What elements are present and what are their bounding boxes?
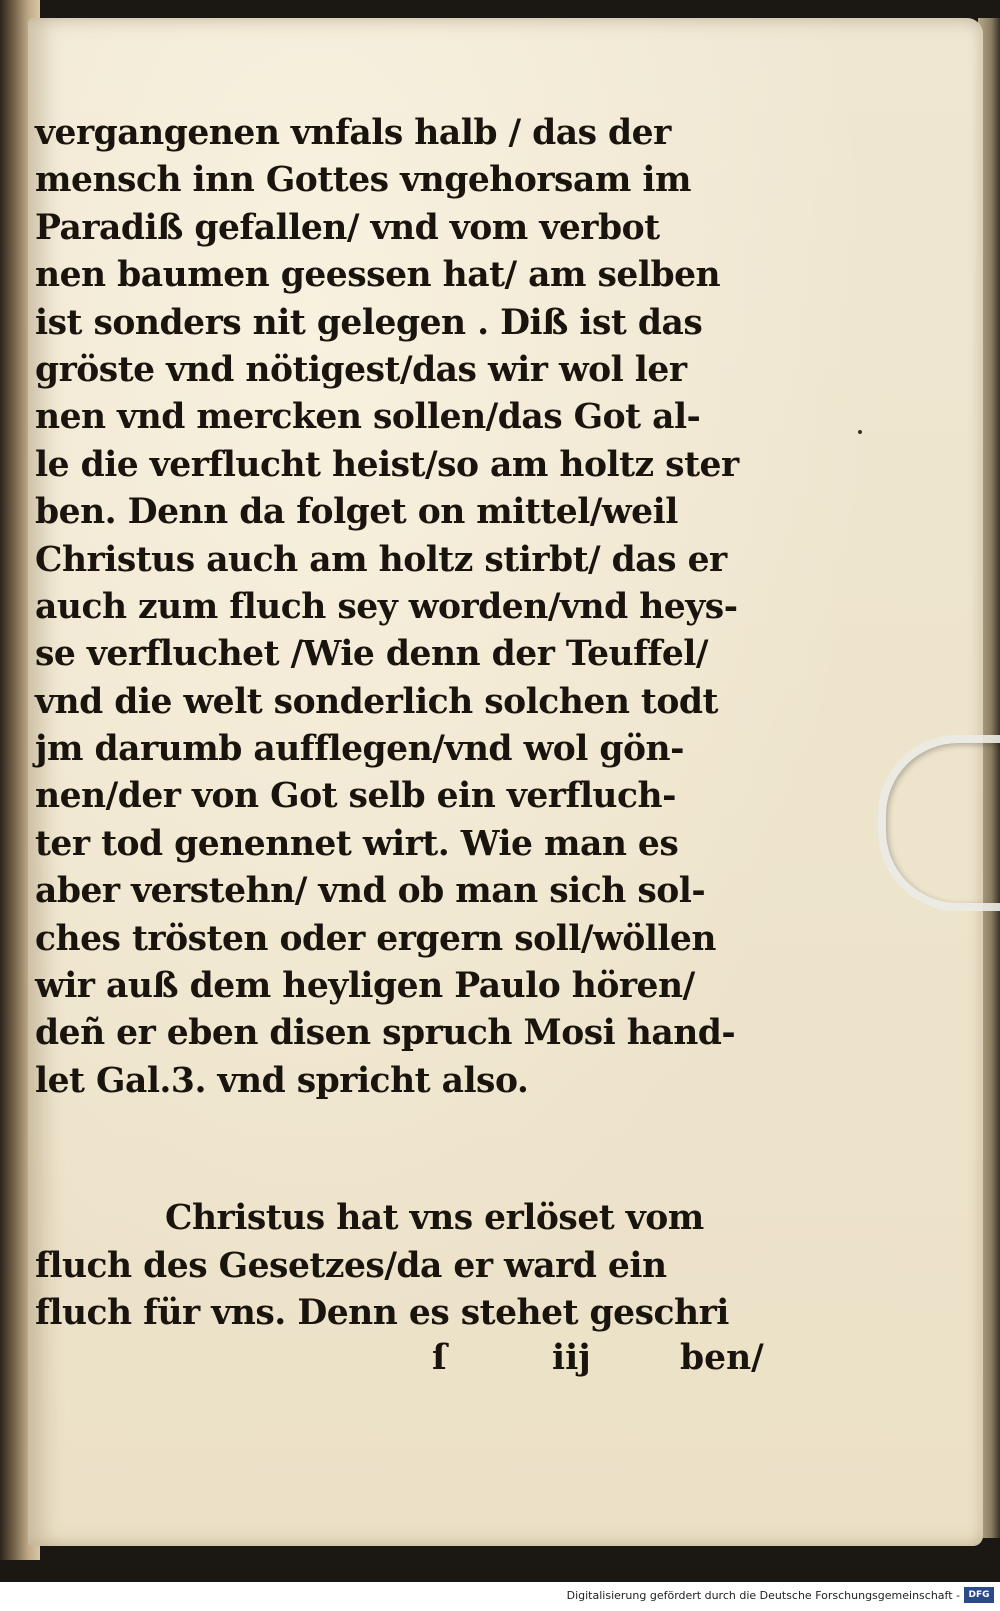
paragraph-gap (35, 1105, 775, 1195)
text-line: fluch des Gesetzes/da er ward ein (35, 1245, 667, 1286)
text-line: se verfluchet /Wie denn der Teuffel/ (35, 634, 708, 675)
text-line: nen/der von Got selb ein verfluch- (35, 776, 676, 817)
text-line: Christus hat vns erlöset vom (165, 1198, 704, 1239)
text-line: aber verstehn/ vnd ob man sich sol- (35, 871, 706, 912)
paragraph-1 (35, 110, 775, 1105)
catchword: ben/ (680, 1338, 764, 1378)
text-line: ches trösten oder ergern soll/wöllen (35, 918, 716, 959)
text-line: jm darumb aufflegen/vnd wol gön- (35, 729, 684, 770)
signature-number: iij (552, 1338, 591, 1378)
text-line: auch zum fluch sey worden/vnd heys- (35, 586, 738, 627)
text-line: vnd die welt sonderlich solchen todt (35, 681, 718, 722)
footer-bar (0, 1582, 1000, 1611)
dfg-logo: DFG (964, 1587, 994, 1603)
text-line: wir auß dem heyligen Paulo hören/ (35, 966, 695, 1007)
text-line: ter tod genennet wirt. Wie man es (35, 823, 679, 864)
text-line: vergangenen vnfals halb / das der (35, 113, 671, 153)
paragraph-2 (35, 1195, 775, 1337)
text-line: Paradiß gefallen/ vnd vom verbot (35, 207, 660, 248)
signature-mark: ſ (432, 1338, 447, 1378)
page-text (35, 110, 775, 1337)
text-line: Christus auch am holtz stirbt/ das er (35, 539, 727, 580)
text-line: ben. Denn da folget on mittel/weil (35, 492, 678, 533)
text-line: mensch inn Gottes vngehorsam im (35, 160, 691, 201)
text-line: deñ er eben disen spruch Mosi hand- (35, 1013, 736, 1054)
funding-credit: Digitalisierung gefördert durch die Deutsche Forschungsgemeinschaft - (566, 1589, 960, 1602)
text-line: let Gal.3. vnd spricht also. (35, 1060, 529, 1101)
ink-speck (858, 430, 862, 434)
text-line: gröste vnd nötigest/das wir wol ler (35, 349, 687, 390)
text-line: le die verflucht heist/so am holtz ster (35, 444, 739, 485)
text-line: fluch für vns. Denn es stehet geschri (35, 1292, 729, 1333)
text-line: nen baumen geessen hat/ am selben (35, 255, 721, 296)
text-line: nen vnd mercken sollen/das Got al- (35, 397, 701, 438)
text-line: ist sonders nit gelegen . Diß ist das (35, 302, 703, 343)
